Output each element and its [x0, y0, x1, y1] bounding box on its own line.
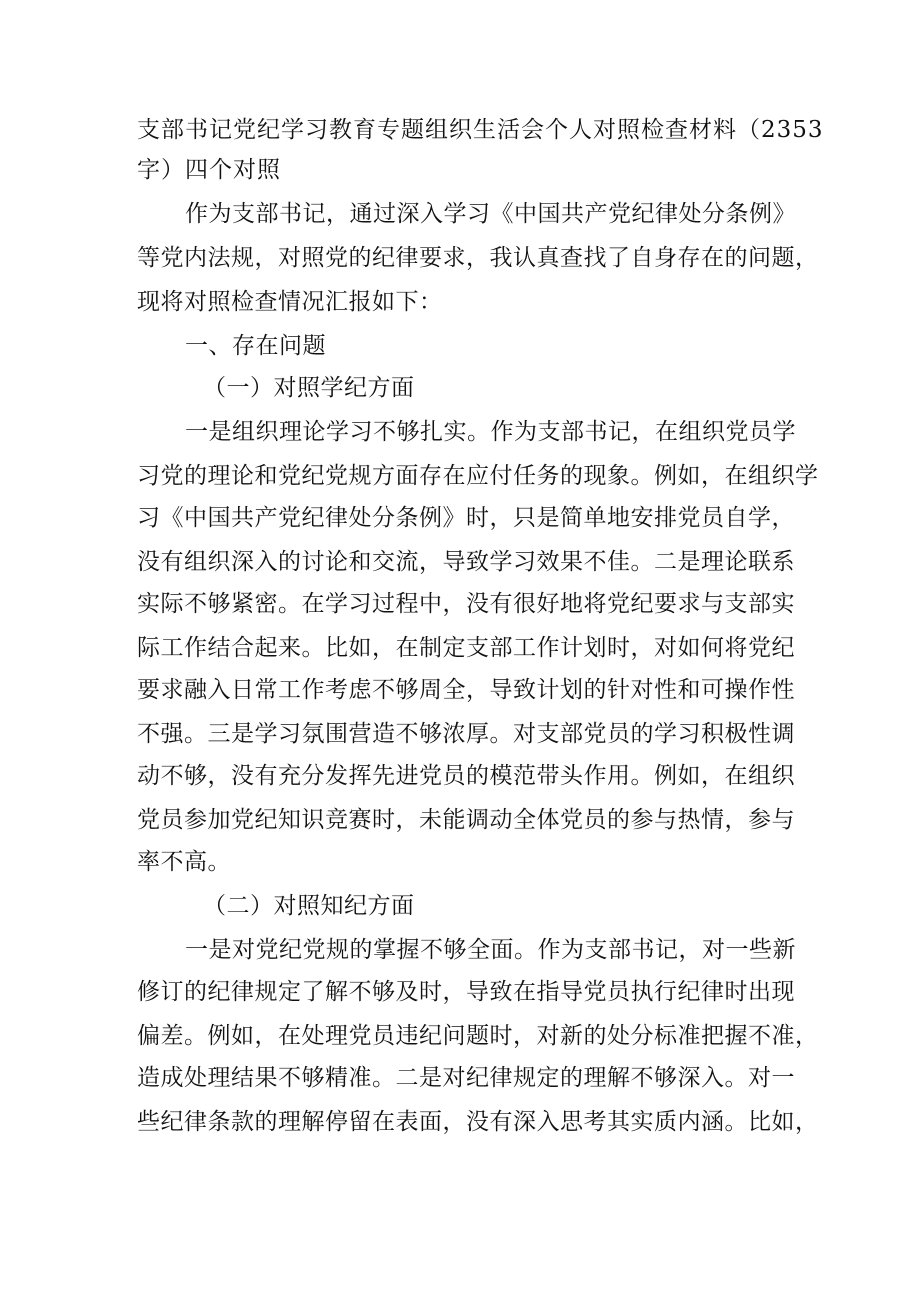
subsection-one-line-11: 率不高。	[137, 849, 231, 875]
subsection-one-line-7: 要求融入日常工作考虑不够周全，导致计划的针对性和可操作性	[137, 677, 795, 703]
intro-line-2: 等党内法规，对照党的纪律要求，我认真查找了自身存在的问题，	[137, 245, 819, 271]
intro-line-1: 作为支部书记，通过深入学习《中国共产党纪律处分条例》	[185, 201, 796, 227]
subsection-one-line-10: 党员参加党纪知识竞赛时，未能调动全体党员的参与热情，参与	[137, 807, 795, 833]
subsection-one-line-6: 际工作结合起来。比如，在制定支部工作计划时，对如何将党纪	[137, 635, 795, 661]
document-title-line-2: 字）四个对照	[137, 157, 281, 183]
subsection-one-line-4: 没有组织深入的讨论和交流，导致学习效果不佳。二是理论联系	[137, 549, 795, 575]
section-one-heading: 一、存在问题	[185, 333, 326, 359]
subsection-one-line-2: 习党的理论和党纪党规方面存在应付任务的现象。例如，在组织学	[137, 463, 819, 489]
subsection-two-heading: （二）对照知纪方面	[203, 893, 415, 919]
subsection-one-line-8: 不强。三是学习氛围营造不够浓厚。对支部党员的学习积极性调	[137, 721, 795, 747]
subsection-two-line-5: 些纪律条款的理解停留在表面，没有深入思考其实质内涵。比如，	[137, 1109, 819, 1135]
subsection-two-line-2: 修订的纪律规定了解不够及时，导致在指导党员执行纪律时出现	[137, 979, 795, 1005]
subsection-two-line-3: 偏差。例如，在处理党员违纪问题时，对新的处分标准把握不准，	[137, 1023, 819, 1049]
subsection-one-line-3: 习《中国共产党纪律处分条例》时，只是简单地安排党员自学，	[137, 505, 795, 531]
subsection-one-line-5: 实际不够紧密。在学习过程中，没有很好地将党纪要求与支部实	[137, 591, 795, 617]
subsection-one-heading: （一）对照学纪方面	[203, 375, 415, 401]
subsection-two-line-4: 造成处理结果不够精准。二是对纪律规定的理解不够深入。对一	[137, 1065, 795, 1091]
subsection-one-line-9: 动不够，没有充分发挥先进党员的模范带头作用。例如，在组织	[137, 763, 795, 789]
document-title-line-1: 支部书记党纪学习教育专题组织生活会个人对照检查材料（2353	[137, 117, 824, 143]
intro-line-3: 现将对照检查情况汇报如下：	[137, 289, 443, 315]
subsection-two-line-1: 一是对党纪党规的掌握不够全面。作为支部书记，对一些新	[185, 937, 796, 963]
subsection-one-line-1: 一是组织理论学习不够扎实。作为支部书记，在组织党员学	[185, 419, 796, 445]
